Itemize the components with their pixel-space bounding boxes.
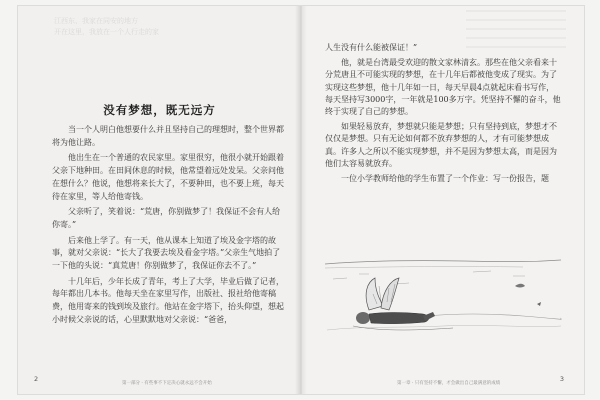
- paragraph: 当一个人明白他想要什么并且坚持自己的理想时，整个世界都将为他让路。: [52, 125, 284, 147]
- left-page: [18, 6, 301, 394]
- paragraph: 一位小学教师给他的学生布置了一个作业：写一份报告，题: [341, 174, 549, 184]
- right-page: [301, 6, 584, 394]
- illustration-angel-on-shore: [323, 234, 563, 350]
- paragraph: 他，就是台湾最受欢迎的散文家林清玄。那些在他父亲看来十分荒唐且不可能实现的梦想，在十几年后都被他变成了现实。为了实现这些梦想，他十几年如一日，每天早晨4点就起床看书写作，每天坚持写3000字，一年就是100多万字。凭坚持不懈的奋斗，他终于实现了自己的梦想。: [325, 58, 561, 117]
- ghost-line: 江西东、我家在同安的地方: [54, 17, 138, 25]
- book-gutter-shadow: [295, 6, 307, 394]
- right-body-text: [325, 42, 561, 185]
- paragraph: 十几年后，少年长成了青年，考上了大学，毕业后做了记者，每年都出几本书。他每天坐在家里写作，出版社、报社给他寄稿费，他用寄来的钱到埃及旅行。他站在金字塔下，抬头仰望，想起小时候父亲说的话，心里默默地对父亲说：“爸爸，: [52, 276, 284, 324]
- page-number: 3: [559, 375, 564, 383]
- page-footer: 第一部分 · 有些事不下定决心就永远不会开始: [122, 381, 212, 386]
- paragraph: 他出生在一个普通的农民家里。家里很穷，他很小就开始跟着父亲下地种田。在田间休息的时候，他常望着远处发呆。父亲问他在想什么？他说，他想将来长大了，不要种田，也不要上班，每天待在家里，等人给他寄钱。: [52, 153, 284, 201]
- page-number: 2: [34, 375, 39, 383]
- chapter-title: 没有梦想，既无远方: [103, 103, 216, 117]
- paragraph: 父亲听了，笑着说：“荒唐，你别做梦了！我保证不会有人给你寄。”: [52, 207, 281, 229]
- paragraph: 人生没有什么能被保证！”: [325, 43, 418, 52]
- paragraph: 如果轻易放弃，梦想就只能是梦想；只有坚持到底，梦想才不仅仅是梦想。只有无论如何都不放弃梦想的人，才有可能梦想成真。许多人之所以不能实现梦想，并不是因为梦想太高，而是因为他们太容易就放弃。: [325, 122, 557, 168]
- book-spread: [18, 6, 584, 394]
- left-body-text: [52, 124, 288, 327]
- bleed-through-text: [54, 16, 194, 38]
- paragraph: 后来他上学了。有一天，他从课本上知道了埃及金字塔的故事，就对父亲说：“长大了我要去埃及看金字塔。”父亲生气地拍了一下他的头说：“真荒唐！你别做梦了，我保证你去不了。”: [52, 235, 281, 271]
- page-footer: 第一章 · 只有坚持不懈，才会做出自己最满意的成绩: [397, 381, 501, 386]
- ghost-line: 开在这里，我放在一个人行走的家: [54, 28, 159, 36]
